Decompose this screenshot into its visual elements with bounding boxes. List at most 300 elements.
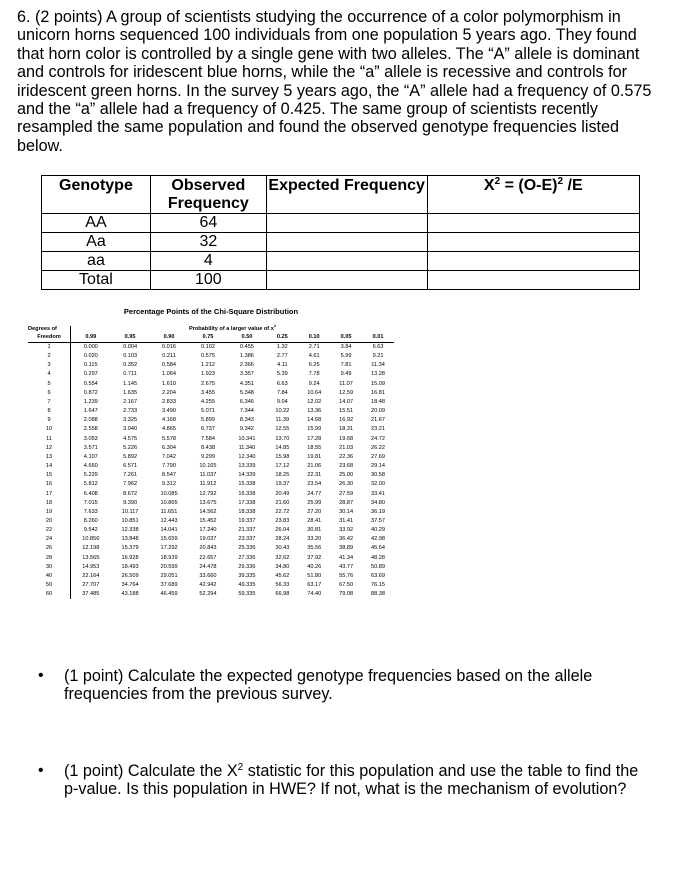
chi-value-cell: 63.69 (371, 572, 386, 579)
chi-header-row-2 (28, 333, 394, 343)
chi-value-cell: 63.17 (307, 582, 322, 589)
dof-cell: 60 (28, 590, 71, 599)
chi-value-cell: 5.229 (83, 472, 98, 479)
table-row (28, 380, 394, 389)
dof-label-2: Freedom (28, 333, 71, 343)
chi-value-cell: 6.304 (162, 444, 177, 451)
chi-value-cell: 36.19 (371, 508, 386, 515)
chi-value-cell: 0.584 (162, 362, 177, 369)
genotype-cell: Aa (42, 233, 151, 252)
chi-value-cell: 2.167 (123, 398, 138, 405)
dof-cell: 4 (28, 370, 71, 379)
chi-value-cell: 2.77 (276, 353, 288, 360)
table-row (28, 389, 394, 398)
expected-cell (266, 214, 427, 233)
chi-value-cell: 5.348 (239, 389, 254, 396)
chi-value-cell: 0.115 (84, 362, 98, 369)
chi-value-cell: 23.68 (339, 463, 354, 470)
chi-value-cell: 42.942 (199, 582, 217, 589)
dof-cell: 30 (28, 563, 71, 572)
chi-value-cell: 4.107 (83, 453, 98, 460)
chi-value-cell: 5.892 (123, 453, 138, 460)
chi-value-cell: 16.928 (121, 554, 139, 561)
dof-cell: 16 (28, 480, 71, 489)
chi-value-cell: 19.37 (275, 481, 290, 488)
probability-header: 0.99 (71, 333, 111, 343)
chi-value-cell: 1.635 (123, 389, 138, 396)
chi-value-cell: 9.49 (340, 371, 352, 378)
table-row (28, 453, 394, 462)
chi-value-cell: 12.443 (160, 517, 178, 524)
chi-cell (427, 252, 639, 271)
chi-value-cell: 4.11 (277, 362, 288, 369)
chi-value-cell: 76.15 (371, 582, 386, 589)
chi-value-cell: 18.338 (238, 508, 256, 515)
chi-value-cell: 29.051 (160, 572, 178, 579)
chi-value-cell: 22.31 (307, 472, 322, 479)
chi-value-cell: 6.408 (83, 490, 98, 497)
question-intro (17, 8, 657, 155)
chi-value-cell: 10.085 (160, 490, 178, 497)
chi-value-cell: 7.015 (83, 499, 98, 506)
chi-value-cell: 13.675 (199, 499, 217, 506)
chi-value-cell: 37.57 (371, 517, 386, 524)
chi-value-cell: 13.36 (307, 408, 322, 415)
chi-value-cell: 1.239 (83, 398, 98, 405)
chi-value-cell: 5.99 (340, 353, 352, 360)
chi-value-cell: 15.379 (121, 545, 139, 552)
chi-value-cell: 1.32 (276, 344, 288, 350)
chi-value-cell: 10.851 (121, 517, 139, 524)
table-row (28, 526, 394, 535)
chi-value-cell: 3.490 (162, 408, 177, 415)
observed-cell: 100 (150, 271, 266, 290)
probability-header: 0.50 (227, 333, 266, 343)
chi-value-cell: 28.87 (339, 499, 354, 506)
dof-cell: 14 (28, 462, 71, 471)
dof-cell: 9 (28, 416, 71, 425)
chi-cell (427, 214, 639, 233)
chi-value-cell: 15.98 (275, 453, 290, 460)
chi-value-cell: 6.571 (123, 463, 138, 470)
dof-cell: 22 (28, 526, 71, 535)
probability-header: 0.05 (330, 333, 362, 343)
chi-value-cell: 26.30 (339, 481, 354, 488)
dof-cell: 3 (28, 361, 71, 370)
chi-value-cell: 1.647 (83, 408, 98, 415)
chi-value-cell: 24.72 (371, 435, 386, 442)
chi-value-cell: 2.366 (239, 362, 254, 369)
chi-value-cell: 23.83 (275, 517, 290, 524)
chi-value-cell: 4.575 (123, 435, 138, 442)
chi-value-cell: 18.493 (121, 563, 139, 570)
chi-value-cell: 7.261 (123, 472, 138, 479)
chi-value-cell: 12.792 (199, 490, 217, 497)
chi-value-cell: 11.07 (339, 380, 353, 387)
chi-value-cell: 35.56 (307, 545, 322, 552)
chi-value-cell: 48.28 (371, 554, 386, 561)
chi-value-cell: 66.98 (275, 591, 290, 598)
chi-value-cell: 17.292 (160, 545, 178, 552)
chi-value-cell: 33.660 (199, 572, 217, 579)
chi-value-cell: 6.25 (308, 362, 320, 369)
dof-label-1: Degrees of (28, 326, 71, 333)
chi-value-cell: 7.633 (83, 508, 98, 515)
question-1 (38, 667, 648, 704)
chi-value-cell: 12.338 (121, 527, 139, 534)
chi-value-cell: 16.81 (371, 389, 386, 396)
chi-value-cell: 4.255 (200, 398, 215, 405)
chi-table-grid (28, 323, 394, 599)
chi-value-cell: 1.923 (200, 371, 215, 378)
chi-value-cell: 12.59 (339, 389, 354, 396)
chi-value-cell: 13.848 (121, 536, 139, 543)
chi-value-cell: 1.064 (162, 371, 177, 378)
chi-value-cell: 10.165 (199, 463, 217, 470)
table-row (28, 416, 394, 425)
chi-value-cell: 3.455 (200, 389, 215, 396)
table-row (42, 214, 640, 233)
chi-value-cell: 32.00 (371, 481, 386, 488)
chi-value-cell: 5.39 (276, 371, 288, 378)
chi-value-cell: 28.24 (275, 536, 290, 543)
chi-value-cell: 7.790 (162, 463, 177, 470)
chi-value-cell: 15.09 (371, 380, 386, 387)
chi-value-cell: 3.325 (123, 417, 138, 424)
dof-cell: 8 (28, 407, 71, 416)
chi-header-row-1 (28, 326, 394, 333)
chi-value-cell: 13.28 (371, 371, 386, 378)
chi-value-cell: 29.14 (371, 463, 386, 470)
dof-cell: 1 (28, 343, 71, 353)
chi-value-cell: 22.36 (339, 453, 354, 460)
chi-value-cell: 27.59 (339, 490, 354, 497)
table-row (28, 490, 394, 499)
chi-value-cell: 30.43 (275, 545, 290, 552)
table-row (28, 343, 394, 353)
table-row (28, 517, 394, 526)
table-row (28, 370, 394, 379)
chi-value-cell: 1.610 (162, 380, 177, 387)
chi-value-cell: 26.04 (275, 527, 290, 534)
chi-value-cell: 28.41 (307, 517, 322, 524)
chi-value-cell: 14.562 (199, 508, 217, 515)
table-row (28, 508, 394, 517)
probability-header: 0.95 (111, 333, 150, 343)
chi-value-cell: 15.99 (307, 426, 322, 433)
chi-value-cell: 0.554 (83, 380, 98, 387)
chi-value-cell: 9.312 (162, 481, 177, 488)
chi-value-cell: 2.204 (162, 389, 177, 396)
chi-value-cell: 30.58 (371, 472, 386, 479)
chi-value-cell: 26.22 (371, 444, 386, 451)
genotype-cell: AA (42, 214, 151, 233)
table-row (28, 554, 394, 563)
chi-value-cell: 27.20 (307, 508, 322, 515)
dof-cell: 5 (28, 380, 71, 389)
chi-value-cell: 6.737 (200, 426, 215, 433)
chi-value-cell: 9.21 (372, 353, 384, 360)
intro-text: 6. (2 points) A group of scientists studying the occurrence of a color polymorphism in unicorn horns sequenced 100 individuals from one population 5 years ago. They found that horn color is controlled by a single gene with two alleles. The “A” allele is dominant and controls for iridescent blue horns, while the “a” allele is recessive and controls for iridescent green horns. In the survey 5 years ago, the “A” allele had a frequency of 0.575 and the “a” allele had a frequency of 0.425. The same group of scientists recently resampled the same population and found the observed genotype frequencies listed below. (17, 8, 652, 155)
chi-value-cell: 7.042 (162, 453, 177, 460)
chi-value-cell: 2.088 (83, 417, 98, 424)
table-row (28, 398, 394, 407)
expected-cell (266, 271, 427, 290)
chi-value-cell: 15.452 (199, 517, 217, 524)
chi-value-cell: 4.351 (239, 380, 254, 387)
chi-value-cell: 38.89 (339, 545, 354, 552)
dof-cell: 24 (28, 535, 71, 544)
chi-cell (427, 271, 639, 290)
chi-value-cell: 14.07 (339, 398, 354, 405)
genotype-cell: aa (42, 252, 151, 271)
chi-value-cell: 34.80 (371, 499, 386, 506)
chi-value-cell: 79.08 (339, 591, 354, 598)
chi-value-cell: 21.06 (307, 463, 322, 470)
chi-value-cell: 9.542 (83, 527, 98, 534)
chi-value-cell: 6.63 (372, 344, 384, 350)
chi-value-cell: 17.28 (307, 435, 322, 442)
chi-value-cell: 5.899 (200, 417, 215, 424)
table-row (28, 563, 394, 572)
dof-cell: 10 (28, 425, 71, 434)
chi-value-cell: 0.016 (162, 344, 177, 350)
observed-cell: 64 (150, 214, 266, 233)
question-1-text: (1 point) Calculate the expected genotype frequencies based on the allele frequencies from the previous survey. (64, 667, 593, 704)
chi-value-cell: 59.335 (238, 591, 256, 598)
chi-value-cell: 3.940 (123, 426, 138, 433)
chi-value-cell: 14.953 (82, 563, 100, 570)
chi-value-cell: 13.339 (238, 463, 256, 470)
chi-value-cell: 45.64 (371, 545, 386, 552)
chi-value-cell: 50.89 (371, 563, 386, 570)
chi-value-cell: 7.78 (308, 371, 320, 378)
dof-cell: 18 (28, 499, 71, 508)
table-row (28, 544, 394, 553)
probability-header: 0.01 (362, 333, 394, 343)
chi-value-cell: 45.62 (275, 572, 290, 579)
dof-cell: 13 (28, 453, 71, 462)
chi-value-cell: 43.77 (339, 563, 354, 570)
table-row (28, 581, 394, 590)
observed-cell: 32 (150, 233, 266, 252)
chi-value-cell: 12.55 (275, 426, 290, 433)
chi-value-cell: 6.346 (239, 398, 254, 405)
dof-cell: 19 (28, 508, 71, 517)
chi-value-cell: 22.164 (82, 572, 100, 579)
dof-cell: 26 (28, 544, 71, 553)
probability-header: 0.75 (189, 333, 228, 343)
chi-value-cell: 0.455 (239, 344, 254, 350)
chi-value-cell: 41.34 (339, 554, 354, 561)
chi-value-cell: 6.63 (276, 380, 288, 387)
chi-value-cell: 14.68 (307, 417, 322, 424)
chi-value-cell: 2.71 (308, 344, 320, 350)
chi-value-cell: 1.145 (123, 380, 138, 387)
chi-value-cell: 19.037 (199, 536, 217, 543)
question-2-text: (1 point) Calculate the $X^2$ statistic for this population and use the table to find the p-value. Is this population in HWE? If not, what is the mechanism of evolution? (64, 762, 639, 799)
chi-value-cell: 0.103 (123, 353, 138, 360)
chi-value-cell: 25.00 (339, 472, 354, 479)
genotype-table-header (42, 176, 640, 214)
chi-value-cell: 22.72 (275, 508, 290, 515)
chi-value-cell: 3.053 (83, 435, 98, 442)
chi-value-cell: 13.565 (82, 554, 100, 561)
chi-value-cell: 25.336 (238, 545, 256, 552)
chi-value-cell: 0.575 (200, 353, 215, 360)
chi-value-cell: 74.40 (307, 591, 322, 598)
chi-value-cell: 56.33 (275, 582, 290, 589)
chi-value-cell: 8.438 (200, 444, 215, 451)
chi-value-cell: 24.478 (199, 563, 217, 570)
chi-value-cell: 40.26 (307, 563, 322, 570)
chi-value-cell: 7.962 (123, 481, 138, 488)
chi-value-cell: 0.102 (200, 344, 215, 350)
expected-cell (266, 252, 427, 271)
chi-value-cell: 0.211 (162, 353, 176, 360)
chi-value-cell: 31.41 (339, 517, 354, 524)
chi-value-cell: 11.912 (199, 481, 217, 488)
header-expected: Expected Frequency (266, 176, 427, 214)
chi-value-cell: 20.49 (275, 490, 290, 497)
chi-value-cell: 17.12 (275, 463, 290, 470)
chi-value-cell: 7.584 (200, 435, 215, 442)
chi-value-cell: 10.22 (275, 408, 290, 415)
chi-value-cell: 0.352 (123, 362, 138, 369)
table-row (28, 407, 394, 416)
chi-value-cell: 2.733 (123, 408, 138, 415)
chi-value-cell: 33.41 (371, 490, 386, 497)
chi-value-cell: 15.338 (238, 481, 256, 488)
chi-value-cell: 9.342 (239, 426, 254, 433)
chi-value-cell: 17.240 (199, 527, 217, 534)
chi-value-cell: 23.21 (371, 426, 386, 433)
chi-value-cell: 20.843 (199, 545, 217, 552)
dof-cell: 17 (28, 490, 71, 499)
chi-value-cell: 13.70 (275, 435, 290, 442)
chi-value-cell: 55.76 (339, 572, 354, 579)
table-row (28, 535, 394, 544)
chi-value-cell: 26.509 (121, 572, 139, 579)
chi-value-cell: 12.02 (307, 398, 322, 405)
question-2 (38, 762, 648, 799)
chi-value-cell: 17.338 (238, 499, 256, 506)
chi-value-cell: 43.188 (121, 591, 139, 598)
chi-value-cell: 19.81 (307, 453, 322, 460)
genotype-table (41, 175, 640, 290)
chi-value-cell: 12.340 (238, 453, 256, 460)
chi-value-cell: 0.000 (83, 344, 98, 350)
bullet-icon: • (38, 667, 44, 684)
probability-header: 0.25 (266, 333, 298, 343)
chi-value-cell: 49.335 (238, 582, 256, 589)
chi-value-cell: 34.764 (121, 582, 139, 589)
chi-value-cell: 67.50 (339, 582, 354, 589)
chi-value-cell: 27.336 (238, 554, 256, 561)
expected-cell (266, 233, 427, 252)
chi-value-cell: 8.672 (123, 490, 138, 497)
chi-value-cell: 16.92 (339, 417, 354, 424)
dof-cell: 50 (28, 581, 71, 590)
chi-value-cell: 21.67 (371, 417, 386, 424)
chi-value-cell: 0.872 (83, 389, 98, 396)
dof-cell: 28 (28, 554, 71, 563)
chi-value-cell: 23.54 (307, 481, 322, 488)
dof-cell: 20 (28, 517, 71, 526)
header-observed: Observed Frequency (150, 176, 266, 214)
table-row (28, 499, 394, 508)
chi-value-cell: 9.299 (200, 453, 215, 460)
chi-value-cell: 8.260 (83, 517, 98, 524)
chi-value-cell: 0.711 (123, 371, 137, 378)
chi-value-cell: 18.48 (371, 398, 386, 405)
chi-value-cell: 7.84 (276, 389, 288, 396)
chi-value-cell: 10.117 (121, 508, 139, 515)
table-row (28, 425, 394, 434)
chi-value-cell: 7.81 (340, 362, 352, 369)
chi-value-cell: 18.939 (160, 554, 178, 561)
chi-value-cell: 37.689 (160, 582, 178, 589)
table-row (42, 271, 640, 290)
chi-value-cell: 21.60 (275, 499, 290, 506)
chi-value-cell: 14.85 (275, 444, 290, 451)
chi-value-cell: 5.071 (200, 408, 215, 415)
chi-value-cell: 20.599 (160, 563, 178, 570)
chi-value-cell: 11.39 (275, 417, 290, 424)
chi-value-cell: 30.14 (339, 508, 354, 515)
chi-value-cell: 25.99 (307, 499, 322, 506)
chi-value-cell: 4.660 (83, 463, 98, 470)
probability-label: Probability of a larger value of $x^2$ (188, 323, 277, 332)
dof-cell: 7 (28, 398, 71, 407)
chi-value-cell: 51.80 (307, 572, 322, 579)
chi-value-cell: 18.55 (307, 444, 322, 451)
chi-value-cell: 24.77 (307, 490, 322, 497)
chi-value-cell: 11.037 (199, 472, 217, 479)
chi-value-cell: 10.865 (160, 499, 178, 506)
chi-value-cell: 7.344 (239, 408, 254, 415)
header-genotype: Genotype (42, 176, 151, 214)
genotype-cell: Total (42, 271, 151, 290)
chi-value-cell: 20.09 (371, 408, 386, 415)
table-row (28, 572, 394, 581)
chi-value-cell: 37.485 (82, 591, 100, 598)
chi-value-cell: 4.168 (162, 417, 177, 424)
table-row (42, 252, 640, 271)
table-row (28, 444, 394, 453)
chi-value-cell: 11.34 (371, 362, 385, 369)
chi-value-cell: 10.856 (82, 536, 100, 543)
chi-value-cell: 3.357 (239, 371, 254, 378)
chi-value-cell: 5.812 (83, 481, 98, 488)
chi-square-table (28, 306, 394, 599)
chi-value-cell: 88.38 (371, 591, 386, 598)
chi-value-cell: 8.547 (162, 472, 177, 479)
chi-value-cell: 12.198 (82, 545, 100, 552)
chi-value-cell: 1.386 (239, 353, 254, 360)
chi-value-cell: 14.339 (238, 472, 256, 479)
dof-cell: 15 (28, 471, 71, 480)
chi-value-cell: 19.68 (339, 435, 354, 442)
dof-cell: 6 (28, 389, 71, 398)
chi-value-cell: 21.337 (238, 527, 256, 534)
chi-value-cell: 11.651 (160, 508, 178, 515)
chi-value-cell: 23.337 (238, 536, 256, 543)
chi-value-cell: 15.51 (339, 408, 354, 415)
bullet-icon: • (38, 762, 44, 779)
dof-cell: 11 (28, 435, 71, 444)
chi-value-cell: 27.69 (371, 453, 386, 460)
